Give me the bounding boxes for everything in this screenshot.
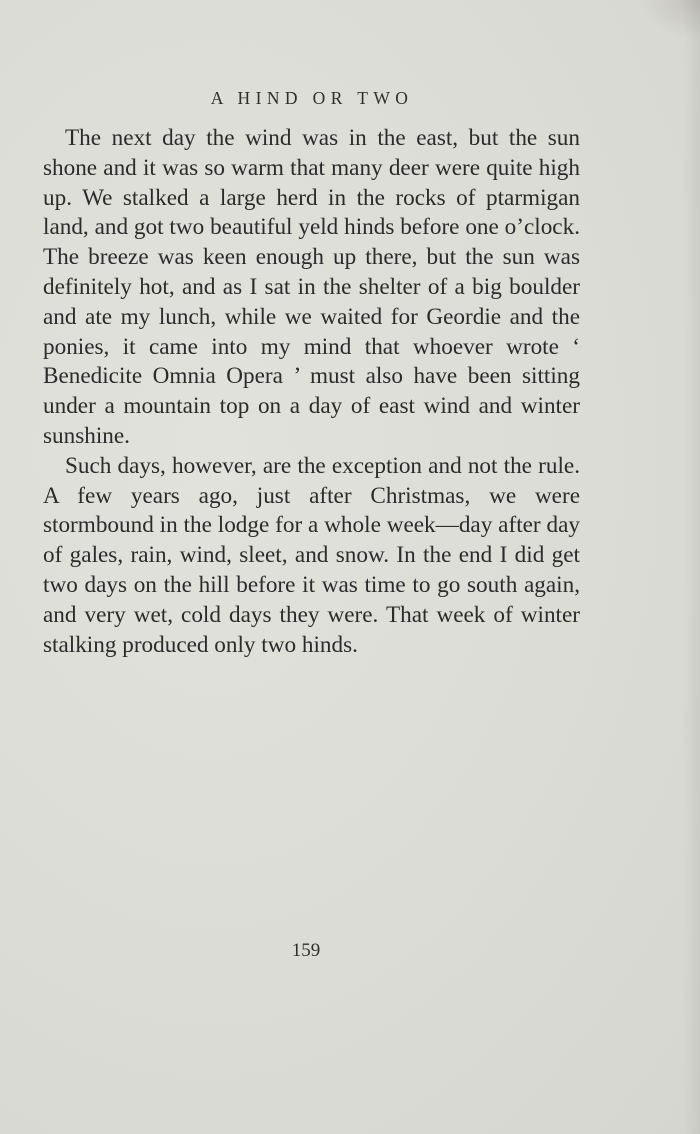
page-edge-shadow bbox=[682, 0, 700, 1134]
body-text bbox=[43, 124, 580, 660]
paragraph-1: The next day the wind was in the east, but the sun shone and it was so warm that many deer were quite high up. We stalked a large herd in the rocks of ptarmigan land, and got two beautiful yeld hinds before one o’clock. The breeze was keen enough up there, but the sun was definitely hot, and as I sat in the shelter of a big boulder and ate my lunch, while we waited for Geordie and the ponies, it came into my mind that whoever wrote ‘ Benedicite Omnia Opera ’ must also have been sitting under a mountain top on a day of east wind and winter sunshine. bbox=[43, 125, 580, 449]
running-head: A HIND OR TWO bbox=[210, 88, 414, 108]
paragraph-2: Such days, however, are the exception and not the rule. A few years ago, just after Christmas, we were stormbound in the lodge for a whole week—day after day of gales, rain, wind, sleet, and snow. In the end I did get two days on the hill before it was time to go south again, and very wet, cold days they were. That week of winter stalking produced only two hinds. bbox=[43, 452, 580, 658]
page-number: 159 bbox=[291, 940, 321, 961]
